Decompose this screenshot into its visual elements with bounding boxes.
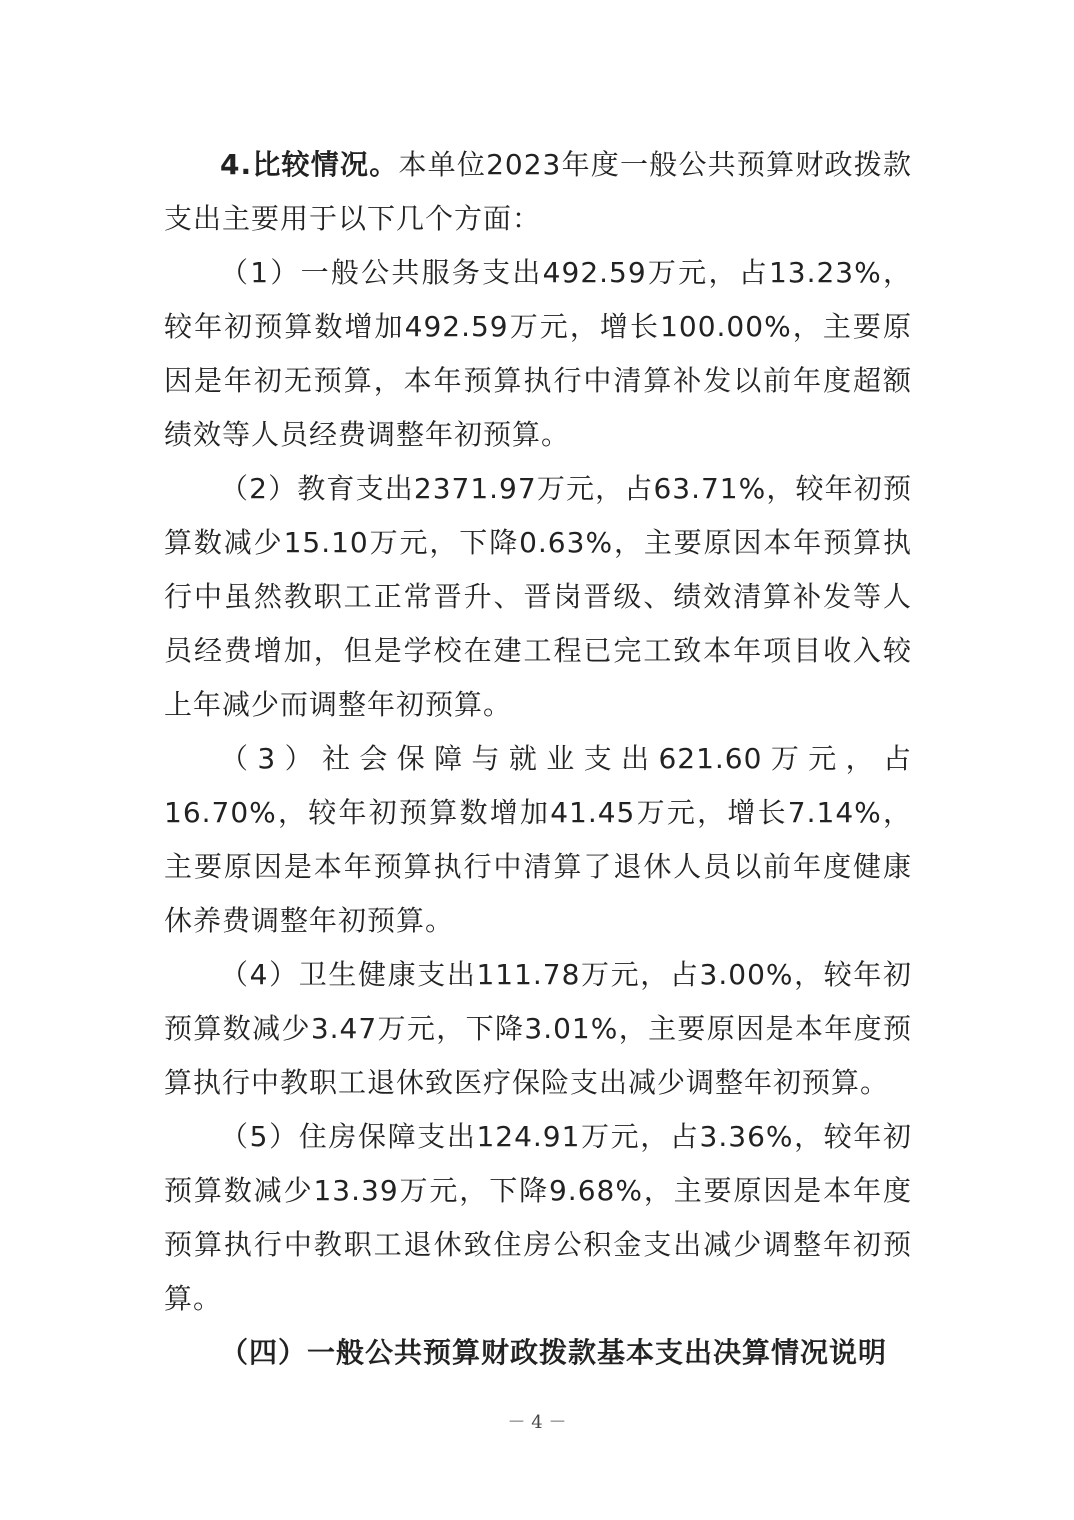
paragraph-health: [164, 948, 912, 1110]
paragraph-education: [164, 462, 912, 732]
paragraph-text: （4）卫生健康支出111.78万元，占3.00%，较年初预算数减少3.47万元，下降3.01%，主要原因是本年度预算执行中教职工退休致医疗保险支出减少调整年初预算。: [164, 958, 912, 1099]
paragraph-comparison-intro: [164, 138, 912, 246]
paragraph-text: （2）教育支出2371.97万元，占63.71%，较年初预算数减少15.10万元，下降0.63%，主要原因本年预算执行中虽然教职工正常晋升、晋岗晋级、绩效清算补发等人员经费增加，但是学校在建工程已完工致本年项目收入较上年减少而调整年初预算。: [164, 472, 912, 721]
paragraph-lead: 4.比较情况。: [220, 148, 399, 181]
section-heading: （四）一般公共预算财政拨款基本支出决算情况说明: [220, 1336, 888, 1369]
paragraph-text: （1）一般公共服务支出492.59万元，占13.23%，较年初预算数增加492.59万元，增长100.00%，主要原因是年初无预算，本年预算执行中清算补发以前年度超额绩效等人员经费调整年初预算。: [164, 256, 912, 451]
paragraph-text: （5）住房保障支出124.91万元，占3.36%，较年初预算数减少13.39万元，下降9.68%，主要原因是本年度预算执行中教职工退休致住房公积金支出减少调整年初预算。: [164, 1120, 912, 1315]
document-body: [164, 138, 912, 1380]
paragraph-text: 本单位2023年度一般公共预算财政拨款支出主要用于以下几个方面：: [164, 148, 912, 235]
paragraph-general-public-services: [164, 246, 912, 462]
page-number: － 4 －: [507, 1412, 567, 1433]
paragraph-housing: [164, 1110, 912, 1326]
paragraph-text: （3）社会保障与就业支出621.60万元，占16.70%，较年初预算数增加41.45万元，增长7.14%，主要原因是本年预算执行中清算了退休人员以前年度健康休养费调整年初预算。: [164, 742, 912, 937]
paragraph-social-security: [164, 732, 912, 948]
